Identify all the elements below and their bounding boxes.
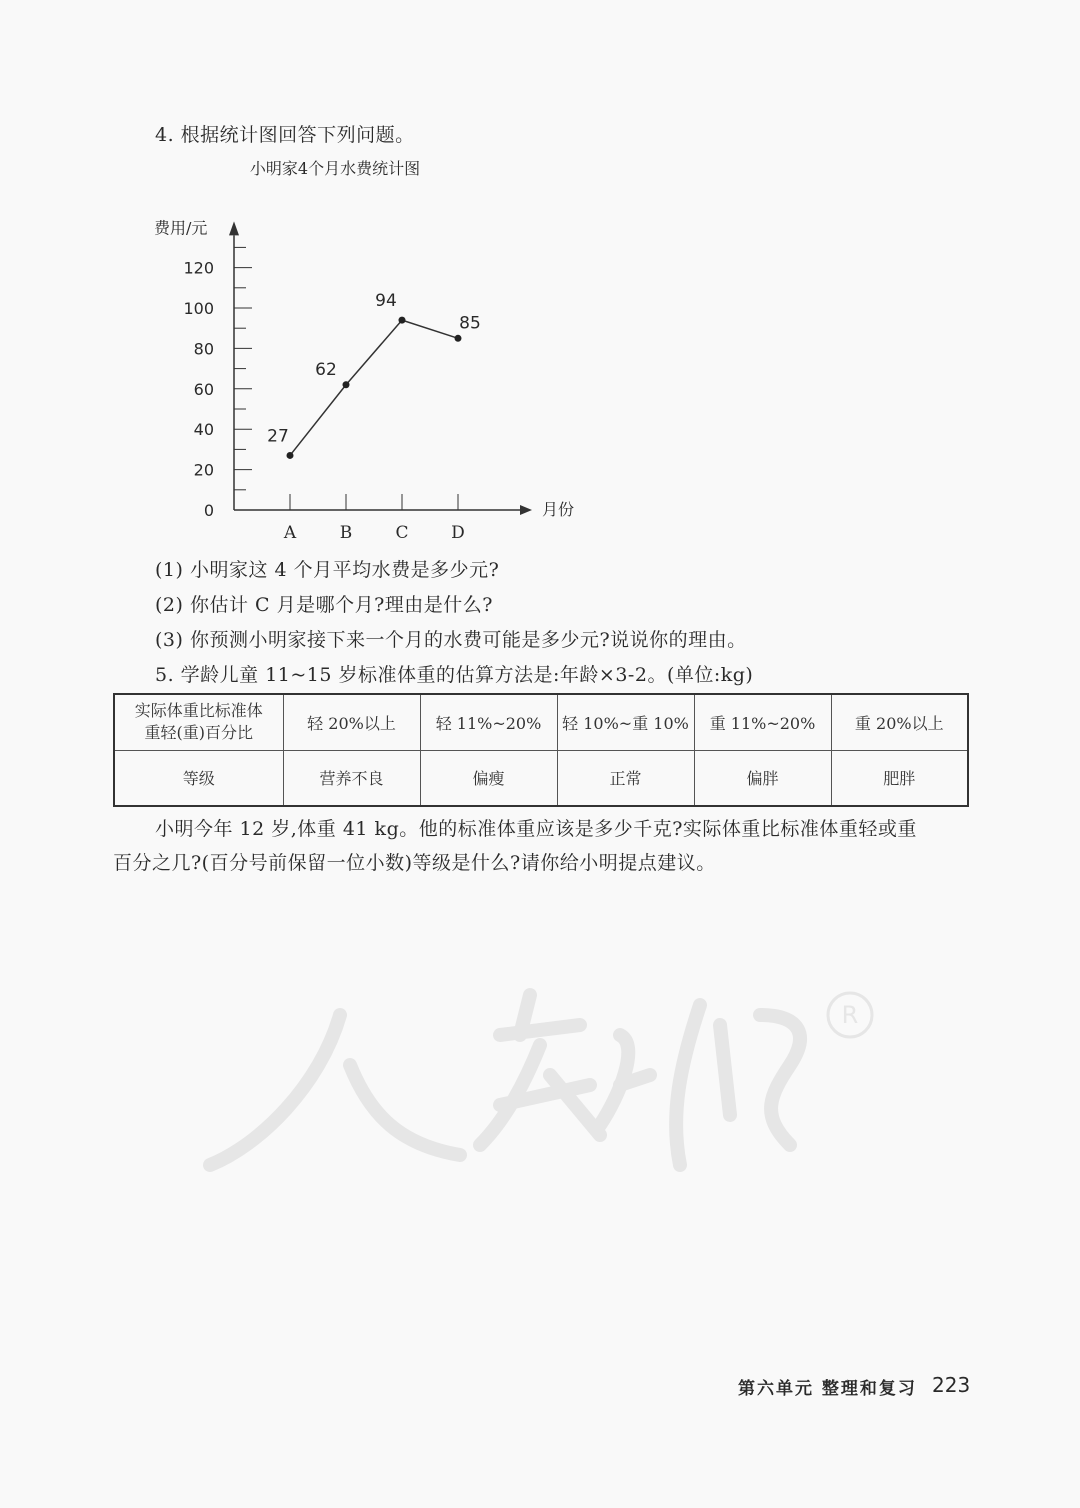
y-axis-label: 费用/元 — [154, 218, 208, 238]
data-point — [399, 317, 406, 324]
question-4-1: (1) 小明家这 4 个月平均水费是多少元? — [155, 559, 500, 581]
table-cell: 肥胖 — [831, 750, 968, 806]
table-row-label: 等级 — [114, 750, 283, 806]
water-fee-line-chart — [140, 159, 600, 555]
table-cell: 轻 10%~重 10% — [557, 694, 694, 750]
x-axis-label: 月份 — [542, 500, 575, 519]
svg-text:R: R — [841, 1001, 859, 1029]
data-label: 62 — [315, 359, 337, 380]
table-row — [114, 694, 968, 750]
y-axis-arrow — [229, 221, 239, 235]
question-4-heading: 4. 根据统计图回答下列问题。 — [155, 124, 415, 146]
table-cell: 偏胖 — [694, 750, 831, 806]
question-5-heading: 5. 学龄儿童 11~15 岁标准体重的估算方法是:年龄×3-2。(单位:kg) — [155, 664, 754, 686]
page-number: 223 — [932, 1373, 971, 1397]
data-label: 85 — [459, 313, 481, 334]
y-tick-label: 100 — [183, 299, 214, 318]
data-point — [455, 335, 462, 342]
x-tick-label: B — [339, 523, 353, 543]
y-tick-label: 60 — [193, 379, 214, 399]
y-tick-label: 40 — [193, 420, 214, 440]
x-tick-label: C — [395, 523, 409, 543]
x-tick-label: D — [451, 523, 465, 543]
table-header-label — [114, 694, 283, 750]
x-axis-arrow — [520, 505, 532, 515]
publisher-watermark-logo — [200, 975, 900, 1195]
question-5-text-line2: 百分之几?(百分号前保留一位小数)等级是什么?请你给小明提点建议。 — [113, 852, 716, 874]
question-4-2: (2) 你估计 C 月是哪个月?理由是什么? — [155, 594, 493, 616]
question-4-3: (3) 你预测小明家接下来一个月的水费可能是多少元?说说你的理由。 — [155, 629, 747, 651]
chart-title: 小明家4个月水费统计图 — [249, 159, 421, 178]
footer-section-title: 第六单元 整理和复习 — [738, 1379, 917, 1399]
table-cell: 正常 — [557, 750, 694, 806]
table-cell: 营养不良 — [283, 750, 420, 806]
table-cell: 重 11%~20% — [694, 694, 831, 750]
table-cell: 重 20%以上 — [831, 694, 968, 750]
data-label: 94 — [375, 291, 397, 312]
table-cell: 偏瘦 — [420, 750, 557, 806]
table-row — [114, 750, 968, 806]
y-tick-label: 20 — [193, 460, 214, 480]
header-label-line1: 实际体重比标准体 — [134, 701, 263, 721]
y-tick-label: 120 — [183, 258, 214, 278]
table-cell: 轻 20%以上 — [283, 694, 420, 750]
table-cell: 轻 11%~20% — [420, 694, 557, 750]
y-tick-label: 0 — [203, 501, 214, 520]
x-tick-label: A — [283, 523, 297, 543]
data-point — [343, 381, 350, 388]
data-label: 27 — [267, 426, 289, 447]
standard-weight-table — [113, 693, 969, 807]
question-5-text-line1: 小明今年 12 岁,体重 41 kg。他的标准体重应该是多少千克?实际体重比标准体重轻或重 — [155, 818, 917, 840]
y-tick-label: 80 — [193, 339, 214, 359]
series-line — [290, 320, 458, 455]
data-point — [287, 452, 294, 459]
header-label-line2: 重轻(重)百分比 — [144, 723, 253, 743]
